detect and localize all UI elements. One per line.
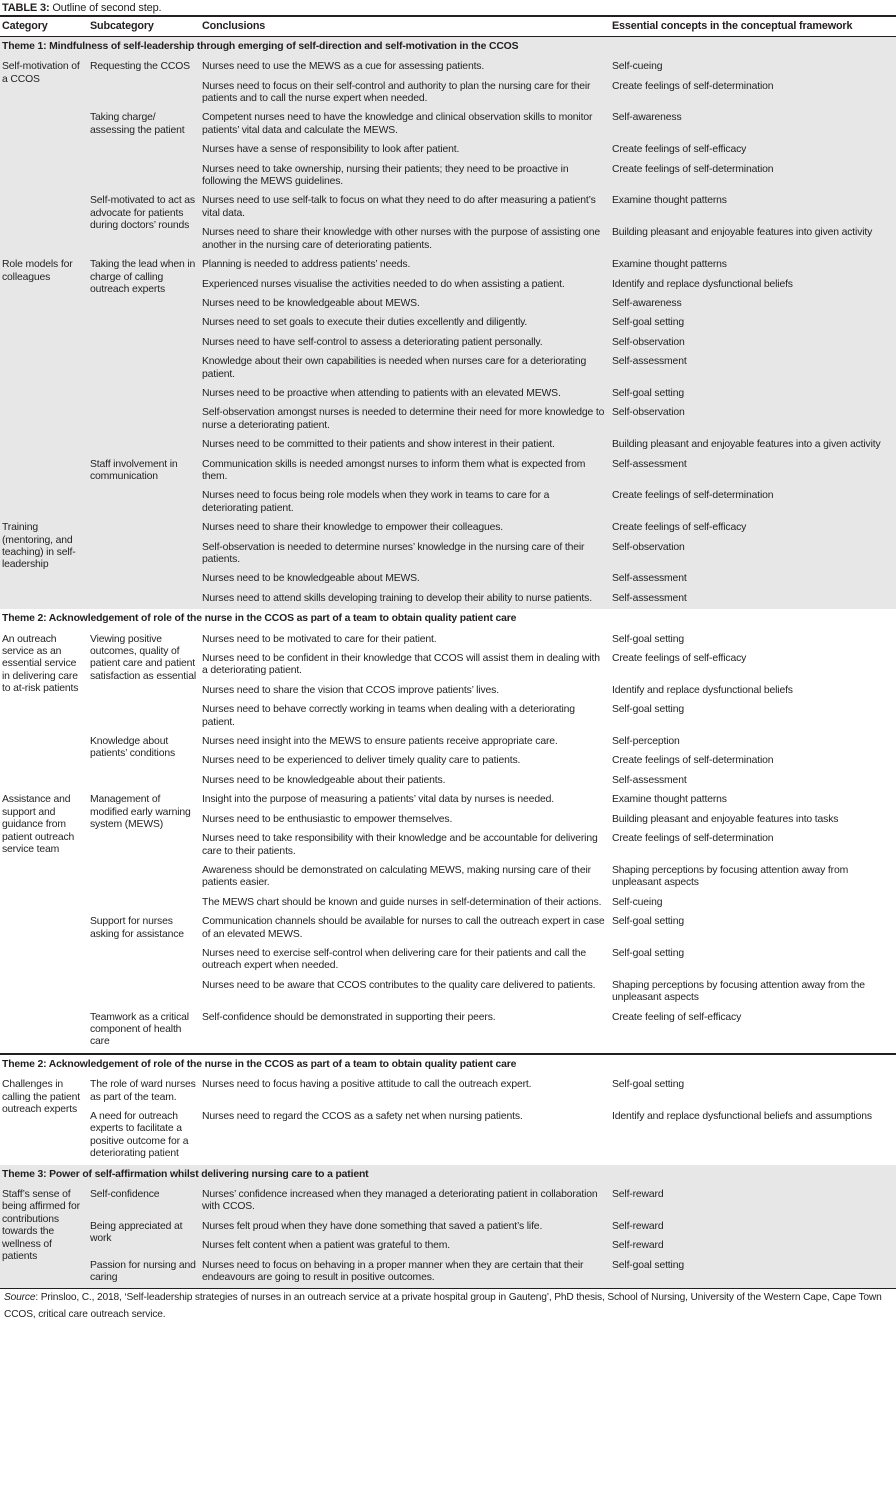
table-row: [0, 631, 896, 650]
subcategory-cell: Passion for nursing and caring: [90, 1259, 196, 1284]
concept-cell: Create feeling of self-efficacy: [612, 1011, 742, 1023]
concept-cell: Self-goal setting: [612, 1079, 684, 1091]
conclusion-cell: Nurses need to have self-control to assess a deteriorating patient personally.: [202, 336, 543, 348]
conclusion-cell: Nurses need to share their knowledge to empower their colleagues.: [202, 522, 503, 534]
concept-cell: Self-goal setting: [612, 317, 684, 329]
theme-title: Theme 3: Power of self-affirmation whilst delivering nursing care to a patient: [2, 1168, 369, 1180]
outline-table: [0, 15, 896, 1289]
category-cell: Challenges in calling the patient outreach experts: [2, 1079, 81, 1115]
header-subcategory: Subcategory: [90, 20, 154, 33]
theme-row: [0, 36, 896, 58]
conclusion-cell: Nurses have a sense of responsibility to look after patient.: [202, 144, 460, 156]
conclusion-cell: Nurses felt content when a patient was grateful to them.: [202, 1240, 451, 1252]
concept-cell: Examine thought patterns: [612, 794, 727, 806]
conclusion-cell: Experienced nurses visualise the activities needed to do when assisting a patient.: [202, 278, 565, 290]
concept-cell: Building pleasant and enjoyable features into given activity: [612, 227, 873, 239]
concept-cell: Building pleasant and enjoyable features into tasks: [612, 813, 839, 825]
conclusion-cell: Nurses need insight into the MEWS to ensure patients receive appropriate care.: [202, 736, 558, 748]
concept-cell: Self-awareness: [612, 297, 682, 309]
concept-cell: Create feelings of self-determination: [612, 490, 774, 502]
conclusion-cell: Nurses felt proud when they have done something that saved a patient’s life.: [202, 1220, 543, 1232]
table-row: [0, 1009, 896, 1054]
source-label: Source: [4, 1292, 36, 1304]
concept-cell: Self-assessment: [612, 573, 687, 585]
concept-cell: Self-goal setting: [612, 1259, 684, 1271]
subcategory-cell: [88, 519, 200, 609]
theme-title: Theme 2: Acknowledgement of role of the nurse in the CCOS as part of a team to obtain quality patient care: [2, 613, 517, 625]
conclusion-cell: Nurses need to behave correctly working in teams when dealing with a deteriorating patient.: [202, 704, 575, 728]
subcategory-cell: A need for outreach experts to facilitate a positive outcome for a deteriorating patient: [90, 1111, 189, 1160]
concept-cell: Create feelings of self-determination: [612, 755, 774, 767]
category-cell: Assistance and support and guidance from patient outreach service team: [2, 794, 75, 855]
conclusion-cell: Nurses need to be proactive when attending to patients with an elevated MEWS.: [202, 387, 561, 399]
concept-cell: Examine thought patterns: [612, 195, 727, 207]
theme-section: [0, 609, 896, 1054]
conclusion-cell: Communication skills is needed amongst nurses to inform them what is expected from them.: [202, 458, 586, 482]
concept-cell: Self-assessment: [612, 592, 687, 604]
conclusion-cell: Nurses need to use the MEWS as a cue for assessing patients.: [202, 61, 485, 73]
concept-cell: Identify and replace dysfunctional beliefs: [612, 278, 793, 290]
subcategory-cell: Being appreciated at work: [90, 1220, 183, 1245]
conclusion-cell: Nurses need to be confident in their knowledge that CCOS will assist them in dealing with a deteriorating patient.: [202, 653, 600, 677]
theme-section: [0, 36, 896, 609]
source-text: : Prinsloo, C., 2018, ‘Self-leadership strategies of nurses in an outreach service at a private hospital group in Gauteng’, PhD thesis, School of Nursing, University of the Western Cape, Cape Town: [35, 1292, 882, 1304]
concept-cell: Self-observation: [612, 541, 685, 553]
header-category: Category: [2, 20, 48, 33]
subcategory-cell: Knowledge about patients’ conditions: [90, 736, 175, 760]
conclusion-cell: Nurses need to exercise self-control when delivering care for their patients and call the outreach expert when needed.: [202, 947, 587, 972]
concept-cell: Self-goal setting: [612, 916, 684, 928]
concept-cell: Self-assessment: [612, 774, 687, 786]
concept-cell: Self-perception: [612, 736, 680, 748]
conclusion-cell: Nurses need to focus being role models when they work in teams to care for a deteriorating patient.: [202, 490, 550, 514]
concept-cell: Self-reward: [612, 1240, 664, 1252]
table-row: [0, 1076, 896, 1108]
concept-cell: Self-cueing: [612, 896, 663, 908]
conclusion-cell: Insight into the purpose of measuring a patients’ vital data by nurses is needed.: [202, 794, 554, 806]
subcategory-cell: Self-motivated to act as advocate for patients during doctors’ rounds: [90, 195, 195, 232]
conclusion-cell: Nurses need to share their knowledge with other nurses with the purpose of assisting one another in the nursing care of deteriorating patients.: [202, 227, 601, 251]
table-row: [0, 791, 896, 810]
concept-cell: Self-observation: [612, 336, 685, 348]
theme-section: [0, 1165, 896, 1289]
conclusion-cell: Nurses need to be committed to their patients and show interest in their patient.: [202, 439, 555, 451]
theme-title: Theme 1: Mindfulness of self-leadership through emerging of self-direction and self-motivation in the CCOS: [2, 40, 519, 52]
table-row: [0, 256, 896, 275]
conclusion-cell: Awareness should be demonstrated on calculating MEWS, making nursing care of their patients easier.: [202, 864, 591, 889]
theme-row: [0, 1165, 896, 1186]
conclusion-cell: Nurses need to attend skills developing training to develop their ability to nurse patients.: [202, 592, 592, 604]
concept-cell: Self-goal setting: [612, 387, 684, 399]
subcategory-cell: The role of ward nurses as part of the team.: [90, 1079, 196, 1103]
table-row: [0, 733, 896, 752]
concept-cell: Identify and replace dysfunctional beliefs and assumptions: [612, 1111, 872, 1122]
subcategory-cell: Management of modified early warning system (MEWS): [90, 794, 191, 831]
conclusion-cell: Communication channels should be available for nurses to call the outreach expert in case of an elevated MEWS.: [202, 916, 605, 940]
conclusion-cell: The MEWS chart should be known and guide nurses in self-determination of their actions.: [202, 896, 602, 908]
conclusion-cell: Planning is needed to address patients’ needs.: [202, 259, 411, 271]
table-caption: [0, 0, 896, 15]
concept-cell: Self-reward: [612, 1189, 664, 1201]
conclusion-cell: Nurses need to focus having a positive attitude to call the outreach expert.: [202, 1079, 532, 1091]
conclusion-cell: Nurses need to regard the CCOS as a safety net when nursing patients.: [202, 1111, 523, 1122]
table-row: [0, 519, 896, 538]
source-note: [4, 1292, 892, 1304]
table-row: [0, 1186, 896, 1218]
conclusion-cell: Nurses need to be knowledgeable about their patients.: [202, 774, 446, 786]
conclusion-cell: Competent nurses need to have the knowledge and clinical observation skills to monitor patients’ vital data and calculate the MEWS.: [202, 112, 593, 136]
concept-cell: Building pleasant and enjoyable features into a given activity: [612, 439, 881, 451]
conclusion-cell: Self-observation amongst nurses is needed to determine their need for more knowledge to nurse a deteriorating patient.: [202, 407, 605, 431]
theme-title: Theme 2: Acknowledgement of role of the nurse in the CCOS as part of a team to obtain quality patient care: [2, 1058, 517, 1070]
theme-section: [0, 1054, 896, 1165]
concept-cell: Self-goal setting: [612, 704, 684, 716]
conclusion-cell: Nurses’ confidence increased when they managed a deteriorating patient in collaboration with CCOS.: [202, 1189, 598, 1213]
category-cell: Self-motivation of a CCOS: [2, 61, 80, 85]
table-row: [0, 1257, 896, 1289]
concept-cell: Shaping perceptions by focusing attention away from unpleasant aspects: [612, 864, 849, 889]
conclusion-cell: Nurses need to be knowledgeable about MEWS.: [202, 297, 420, 309]
conclusion-cell: Self-confidence should be demonstrated in supporting their peers.: [202, 1011, 496, 1023]
header-concepts: Essential concepts in the conceptual framework: [612, 20, 853, 33]
conclusion-cell: Nurses need to set goals to execute their duties excellently and diligently.: [202, 317, 528, 329]
category-cell: An outreach service as an essential service in delivering care to at-risk patients: [2, 633, 79, 695]
table-row: [0, 913, 896, 945]
conclusion-cell: Nurses need to be aware that CCOS contributes to the quality care delivered to patients.: [202, 979, 596, 991]
table-row: [0, 1218, 896, 1237]
concept-cell: Self-reward: [612, 1220, 664, 1232]
conclusion-cell: Nurses need to use self-talk to focus on what they need to do after measuring a patient’s vital data.: [202, 195, 596, 219]
conclusion-cell: Nurses need to be motivated to care for their patient.: [202, 633, 437, 645]
table-row: [0, 456, 896, 488]
conclusion-cell: Nurses need to be experienced to deliver timely quality care to patients.: [202, 755, 521, 767]
header-row: [0, 16, 896, 36]
subcategory-cell: Staff involvement in communication: [90, 458, 178, 482]
conclusion-cell: Nurses need to be enthusiastic to empower themselves.: [202, 813, 453, 825]
abbreviation-note: CCOS, critical care outreach service.: [4, 1309, 166, 1321]
conclusion-cell: Nurses need to take ownership, nursing their patients; they need to be proactive in following the MEWS guidelines.: [202, 163, 569, 188]
concept-cell: Self-goal setting: [612, 633, 684, 645]
conclusion-cell: Nurses need to share the vision that CCOS improve patients’ lives.: [202, 684, 499, 696]
subcategory-cell: Support for nurses asking for assistance: [90, 916, 184, 940]
concept-cell: Create feelings of self-determination: [612, 80, 774, 92]
concept-cell: Create feelings of self-efficacy: [612, 144, 747, 156]
table-row: [0, 1108, 896, 1165]
concept-cell: Examine thought patterns: [612, 259, 727, 271]
subcategory-cell: Teamwork as a critical component of health care: [90, 1011, 189, 1048]
concept-cell: Create feelings of self-efficacy: [612, 522, 747, 534]
conclusion-cell: Self-observation is needed to determine nurses’ knowledge in the nursing care of their patients.: [202, 541, 585, 565]
concept-cell: Create feelings of self-efficacy: [612, 653, 747, 665]
theme-row: [0, 609, 896, 630]
concept-cell: Self-cueing: [612, 61, 663, 73]
table-row: [0, 109, 896, 141]
subcategory-cell: Taking the lead when in charge of calling outreach experts: [90, 259, 196, 295]
concept-cell: Self-awareness: [612, 112, 682, 124]
theme-row: [0, 1054, 896, 1076]
category-cell: Staff’s sense of being affirmed for contributions towards the wellness of patients: [2, 1189, 80, 1263]
concept-cell: Self-assessment: [612, 458, 687, 470]
concept-cell: Shaping perceptions by focusing attention away from the unpleasant aspects: [612, 979, 865, 1004]
concept-cell: Self-observation: [612, 407, 685, 419]
subcategory-cell: Self-confidence: [90, 1189, 160, 1201]
category-cell: Training (mentoring, and teaching) in self-leadership: [2, 522, 76, 571]
table-footer: [0, 1289, 896, 1321]
header-conclusions: Conclusions: [202, 20, 266, 33]
caption-text: Outline of second step.: [49, 2, 162, 14]
concept-cell: Create feelings of self-determination: [612, 163, 774, 175]
caption-label: TABLE 3:: [2, 2, 50, 14]
concept-cell: Self-goal setting: [612, 947, 684, 959]
conclusion-cell: Nurses need to take responsibility with their knowledge and be accountable for delivering care to their patients.: [202, 833, 598, 857]
concept-cell: Self-assessment: [612, 356, 687, 368]
conclusion-cell: Nurses need to focus on their self-control and authority to plan the nursing care for their patients and to call the nurse expert when needed.: [202, 80, 591, 105]
conclusion-cell: Nurses need to focus on behaving in a proper manner when they are certain that their endeavours are going to result in positive outcomes.: [202, 1259, 584, 1284]
table-row: [0, 192, 896, 224]
conclusion-cell: Knowledge about their own capabilities is needed when nurses care for a deteriorating patient.: [202, 356, 587, 380]
subcategory-cell: Viewing positive outcomes, quality of patient care and patient satisfaction as essential: [90, 633, 196, 682]
subcategory-cell: Requesting the CCOS: [90, 61, 190, 73]
subcategory-cell: Taking charge/ assessing the patient: [90, 112, 185, 136]
concept-cell: Identify and replace dysfunctional beliefs: [612, 684, 793, 696]
category-cell: Role models for colleagues: [2, 259, 73, 283]
concept-cell: Create feelings of self-determination: [612, 833, 774, 845]
conclusion-cell: Nurses need to be knowledgeable about MEWS.: [202, 573, 420, 585]
table-row: [0, 58, 896, 77]
